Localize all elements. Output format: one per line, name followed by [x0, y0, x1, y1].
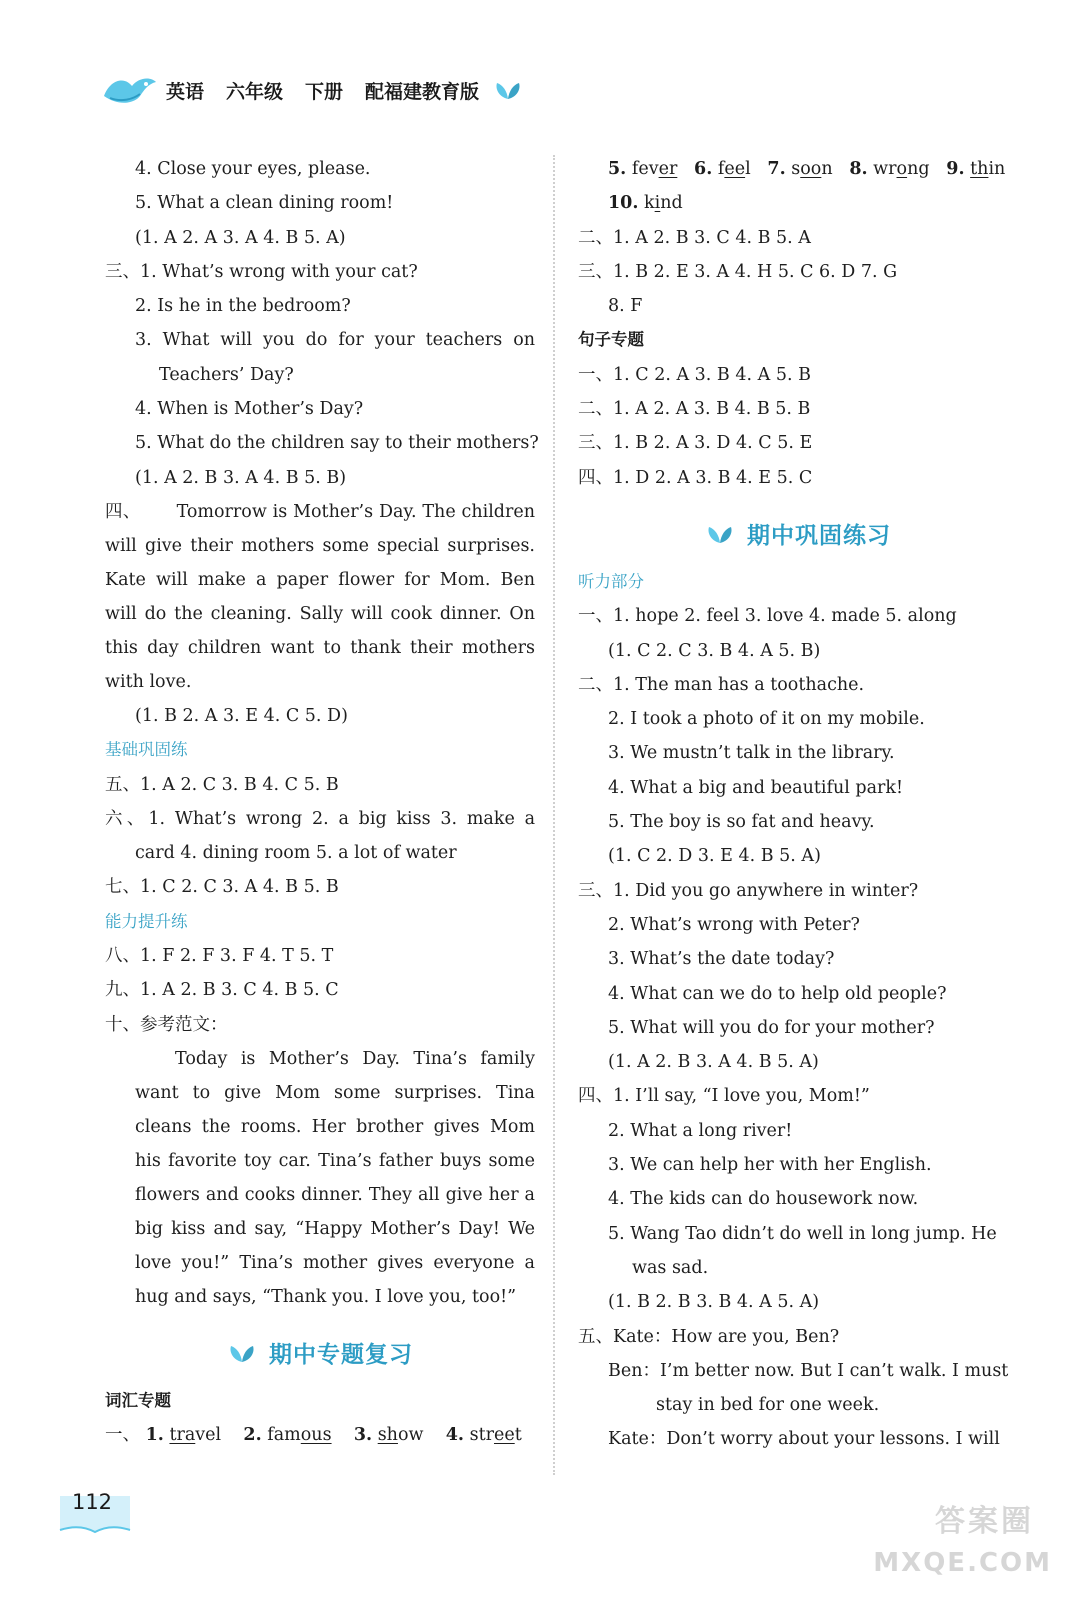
answer-line: 四、1. D 2. A 3. B 4. E 5. C	[578, 467, 813, 488]
answer-line: 2. I took a photo of it on my mobile.	[608, 709, 925, 730]
answer-line: 4. What can we do to help old people?	[608, 983, 947, 1004]
vocab-item: 6. feel	[694, 159, 751, 179]
answer-line: 一、1. C 2. A 3. B 4. A 5. B	[578, 364, 811, 385]
answer-line: 4. What a big and beautiful park!	[608, 777, 904, 798]
vocab-item: 9. thin	[946, 159, 1006, 179]
leaf-icon	[227, 1342, 257, 1364]
answer-line: (1. A 2. B 3. A 4. B 5. A)	[608, 1052, 819, 1073]
section-title-text: 期中专题复习	[269, 1342, 413, 1369]
section-san: 三、1. What’s wrong with your cat?	[105, 261, 418, 282]
dialog-line: Ben：I’m better now. But I can’t walk. I must	[608, 1360, 1009, 1381]
answer-line: 8. F	[608, 296, 643, 317]
vocab-item: 8. wrong	[849, 159, 930, 179]
answer-line: 六、1. What’s wrong 2. a big kiss 3. make a	[105, 808, 535, 829]
subheading-juzi: 句子专题	[578, 330, 644, 350]
section-title-text: 期中巩固练习	[747, 523, 891, 550]
bird-logo-icon	[100, 70, 158, 110]
page-number: 112	[71, 1490, 113, 1514]
answer-line: 十、参考范文：	[105, 1014, 228, 1035]
leaf-icon	[493, 79, 523, 101]
answer-line: (1. B 2. A 3. E 4. C 5. D)	[135, 705, 348, 726]
answer-line: 2. What’s wrong with Peter?	[608, 914, 860, 935]
right-column	[578, 152, 1018, 1457]
answer-line: 八、1. F 2. F 3. F 4. T 5. T	[105, 946, 334, 967]
leaf-icon	[705, 523, 735, 545]
answer-line: 5. What a clean dining room!	[135, 193, 394, 214]
subheading-tingli: 听力部分	[578, 571, 644, 591]
answer-line: 五、1. A 2. C 3. B 4. C 5. B	[105, 774, 339, 795]
answer-line: (1. A 2. A 3. A 4. B 5. A)	[135, 227, 346, 248]
vocab-item: 7. soon	[767, 159, 833, 179]
vocab-item: 1. travel	[145, 1425, 222, 1446]
answer-line: 三、1. B 2. E 3. A 4. H 5. C 6. D 7. G	[578, 261, 898, 282]
vocab-item: 5. fever	[608, 159, 678, 179]
dialog-line: Kate：Don’t worry about your lessons. I will	[608, 1429, 1000, 1450]
answer-line: 5. The boy is so fat and heavy.	[608, 812, 875, 833]
answer-line: (1. B 2. B 3. B 4. A 5. A)	[608, 1292, 820, 1313]
left-column	[105, 152, 539, 1453]
vocab-item: 2. famous	[243, 1425, 332, 1446]
header-grade: 六年级	[226, 80, 284, 103]
answer-line: 3. What will you do for your teachers on	[135, 330, 535, 351]
answer-line: 4. Close your eyes, please.	[135, 159, 371, 179]
answer-line: 二、1. A 2. A 3. B 4. B 5. B	[578, 399, 811, 420]
watermark-text: 答案圈	[935, 1504, 1034, 1539]
answer-line: 2. What a long river!	[608, 1120, 793, 1141]
section-t4: 四、1. I’ll say, “I love you, Mom!”	[578, 1086, 870, 1107]
vocab-line	[578, 152, 1018, 186]
answer-line: 4. When is Mother’s Day?	[135, 399, 364, 420]
answer-line: 一、1. hope 2. feel 3. love 4. made 5. along	[578, 606, 957, 627]
vocab-item: 3. show	[353, 1425, 424, 1446]
header-subject: 英语	[166, 80, 205, 103]
header-edition: 配福建教育版	[365, 80, 480, 103]
answer-line: 三、1. B 2. A 3. D 4. C 5. E	[578, 433, 813, 454]
header-volume: 下册	[305, 80, 344, 103]
section-t2: 二、1. The man has a toothache.	[578, 674, 865, 695]
section-t3: 三、1. Did you go anywhere in winter?	[578, 880, 919, 901]
page-header	[100, 70, 523, 110]
answer-line: (1. C 2. C 3. B 4. A 5. B)	[608, 640, 821, 661]
subheading-jichu: 基础巩固练	[105, 740, 188, 760]
section-title-review	[105, 1328, 535, 1378]
dialog-line: stay in bed for one week.	[656, 1395, 880, 1416]
answer-line: 5. What do the children say to their mothers?	[135, 433, 539, 454]
vocab-line: 一、 1. travel 2. famous 3. show 4. street	[105, 1425, 522, 1446]
answer-line: 九、1. A 2. B 3. C 4. B 5. C	[105, 980, 339, 1001]
answer-line: 5. Wang Tao didn’t do well in long jump. He	[608, 1223, 997, 1244]
watermark-url: MXQE.COM	[873, 1548, 1052, 1578]
section-si: 四、 Tomorrow is Mother’s Day. The children will give their mothers some special surprises. Kate will make a paper flower for Mom. Ben will do the cleaning. Sally will cook dinner. On this day children want to thank their mothers with love.	[105, 501, 535, 692]
answer-line: 5. What will you do for your mother?	[608, 1017, 935, 1038]
column-divider	[553, 155, 555, 1475]
answer-line: 七、1. C 2. C 3. A 4. B 5. B	[105, 877, 339, 898]
answer-line: 2. Is he in the bedroom?	[135, 296, 351, 317]
answer-line: 二、1. A 2. B 3. C 4. B 5. A	[578, 227, 811, 248]
vocab-item: 10. kind	[608, 193, 683, 214]
vocab-item: 4. street	[445, 1425, 522, 1446]
dialog-line: 五、Kate：How are you, Ben?	[578, 1326, 840, 1347]
answer-line: 4. The kids can do housework now.	[608, 1189, 919, 1210]
answer-line: card 4. dining room 5. a lot of water	[135, 843, 457, 864]
model-essay: Today is Mother’s Day. Tina’s family want to give Mom some surprises. Tina cleans the rooms. Her brother gives Mom his favorite toy car. Tina’s father buys some flowers and cooks dinner. They all give her a big kiss and say, “Happy Mother’s Day! We love you!” Tina’s mother gives everyone a hug and says, “Thank you. I love you, too!”	[135, 1048, 535, 1307]
subheading-cihui: 词汇专题	[105, 1390, 171, 1410]
answer-line: 3. We mustn’t talk in the library.	[608, 743, 895, 764]
answer-line: was sad.	[632, 1257, 709, 1278]
answer-line: 3. We can help her with her English.	[608, 1155, 932, 1176]
answer-line: Teachers’ Day?	[159, 364, 294, 385]
vocab-line	[578, 186, 1018, 220]
subheading-nengli: 能力提升练	[105, 911, 188, 931]
section-title-practice	[578, 509, 1018, 559]
answer-line: (1. A 2. B 3. A 4. B 5. B)	[135, 467, 347, 488]
answer-line: (1. C 2. D 3. E 4. B 5. A)	[608, 846, 821, 867]
answer-line: 3. What’s the date today?	[608, 949, 835, 970]
